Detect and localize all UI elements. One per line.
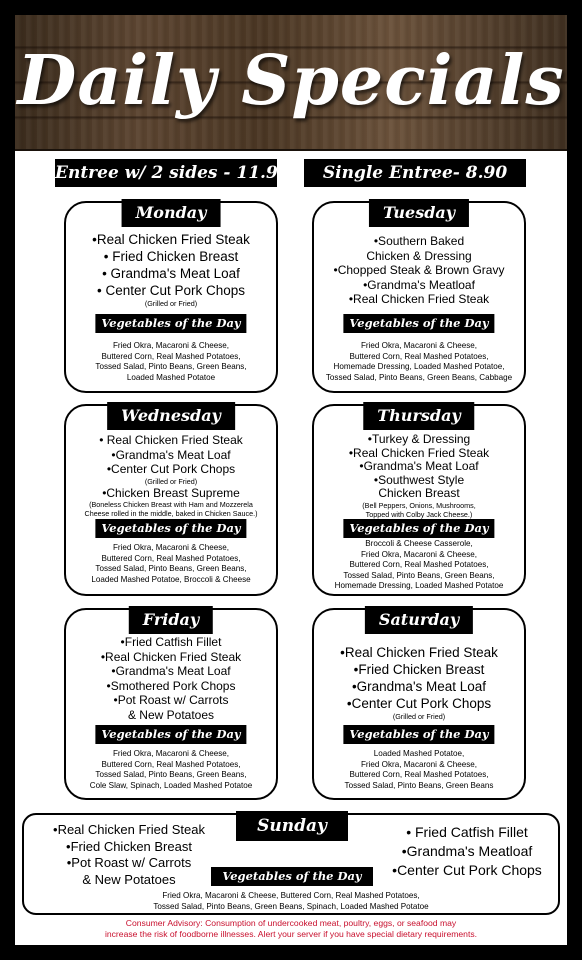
day-box-sunday	[22, 813, 560, 915]
menu-item: • Grandma's Meat Loaf	[102, 266, 240, 281]
veg-line: Tossed Salad, Pinto Beans, Green Beans,	[95, 362, 247, 371]
wood-banner	[15, 15, 567, 151]
veg-line: Fried Okra, Macaroni & Cheese,	[360, 341, 478, 350]
menu-item: •Fried Catfish Fillet	[120, 635, 222, 649]
day-label-sunday: Sunday	[236, 811, 348, 841]
veg-label-wednesday: Vegetables of the Day	[95, 519, 246, 538]
menu-item: Chicken & Dressing	[366, 248, 472, 263]
veg-line: Tossed Salad, Pinto Beans, Green Beans, Cabbage	[325, 372, 513, 382]
menu-item: •Grandma's Meatloaf	[401, 843, 533, 859]
day-box-tuesday	[312, 201, 526, 393]
veg-line: Tossed Salad, Pinto Beans, Green Beans,	[343, 570, 495, 580]
veg-line: Fried Okra, Macaroni & Cheese,	[360, 759, 478, 769]
veg-line: Buttered Corn, Real Mashed Potatoes,	[349, 560, 489, 569]
menu-item-note: (Grilled or Fried)	[392, 712, 446, 721]
menu-item: • Center Cut Pork Chops	[96, 283, 246, 298]
advisory-line: Consumer Advisory: Consumption of undercooked meat, poultry, eggs, or seafood may	[125, 918, 457, 928]
menu-item: •Real Chicken Fried Steak	[340, 645, 498, 660]
price-entree-two-sides: Entree w/ 2 sides - 11.95	[55, 159, 277, 187]
day-label-thursday: Thursday	[363, 402, 474, 430]
advisory-line: increase the risk of foodborne illnesses. Alert your server if you have special dietary requirements.	[104, 929, 478, 939]
veg-line: Buttered Corn, Real Mashed Potatoes,	[101, 759, 241, 769]
veg-label-sunday: Vegetables of the Day	[211, 867, 373, 886]
menu-item-note: (Boneless Chicken Breast with Ham and Mozzerela	[89, 500, 253, 509]
page-title: Daily Specials	[17, 41, 565, 121]
day-label-saturday: Saturday	[365, 606, 473, 634]
veg-line: Fried Okra, Macaroni & Cheese,	[112, 749, 230, 758]
veg-line: Tossed Salad, Pinto Beans, Green Beans, Spinach, Loaded Mashed Potatoe	[153, 901, 429, 911]
menu-item: •Southern Baked	[373, 234, 465, 248]
menu-item: •Pot Roast w/ Carrots	[113, 693, 229, 707]
consumer-advisory	[20, 918, 562, 940]
menu-item-note: Cheese rolled in the middle, baked in Chicken Sauce.)	[84, 509, 258, 518]
menu-item: •Center Cut Pork Chops	[106, 462, 236, 476]
menu-item: •Grandma's Meat Loaf	[359, 459, 479, 473]
veg-label-saturday: Vegetables of the Day	[343, 725, 494, 744]
menu-item: •Grandma's Meat Loaf	[351, 679, 487, 694]
veg-line: Buttered Corn, Real Mashed Potatoes,	[349, 351, 489, 361]
veg-line: Loaded Mashed Potatoe	[126, 372, 216, 382]
menu-item: •Real Chicken Fried Steak	[53, 822, 205, 837]
menu-item-note: (Bell Peppers, Onions, Mushrooms,	[362, 500, 476, 510]
menu-item: •Real Chicken Fried Steak	[348, 445, 490, 460]
day-box-thursday	[312, 404, 526, 596]
veg-line: Tossed Salad, Pinto Beans, Green Beans	[344, 780, 494, 790]
veg-label-tuesday: Vegetables of the Day	[343, 314, 494, 333]
menu-item: •Grandma's Meat Loaf	[111, 447, 231, 462]
menu-item: •Smothered Pork Chops	[106, 678, 236, 693]
menu-item: •Grandma's Meat Loaf	[111, 664, 231, 678]
veg-line: Buttered Corn, Real Mashed Potatoes,	[101, 351, 241, 361]
veg-line: Homemade Dressing, Loaded Mashed Potatoe,	[333, 362, 505, 371]
veg-line: Buttered Corn, Real Mashed Potatoes,	[101, 553, 241, 563]
veg-label-thursday: Vegetables of the Day	[343, 519, 494, 538]
menu-item-note: Topped with Colby Jack Cheese.)	[365, 509, 473, 519]
menu-item: •Southwest Style	[373, 472, 465, 487]
menu-item: Chicken Breast	[378, 486, 460, 500]
menu-item: •Real Chicken Fried Steak	[92, 232, 250, 247]
veg-line: Loaded Mashed Potatoe,	[373, 749, 465, 758]
veg-line: Fried Okra, Macaroni & Cheese,	[112, 341, 230, 350]
veg-line: Loaded Mashed Potatoe, Broccoli & Cheese	[91, 574, 251, 584]
menu-item: • Fried Catfish Fillet	[406, 824, 528, 840]
menu-item-note: (Grilled or Fried)	[144, 299, 198, 308]
veg-line: Buttered Corn, Real Mashed Potatoes,	[349, 770, 489, 779]
menu-item: • Fried Chicken Breast	[103, 249, 239, 264]
day-box-friday	[64, 608, 278, 800]
menu-item: •Real Chicken Fried Steak	[100, 649, 242, 664]
menu-item: • Real Chicken Fried Steak	[99, 433, 243, 447]
day-box-monday	[64, 201, 278, 393]
menu-item: •Chicken Breast Supreme	[102, 485, 240, 500]
veg-line: Tossed Salad, Pinto Beans, Green Beans,	[95, 770, 247, 779]
veg-line: Fried Okra, Macaroni & Cheese,	[360, 549, 478, 559]
day-label-friday: Friday	[129, 606, 213, 634]
day-box-saturday	[312, 608, 526, 800]
menu-item: •Fried Chicken Breast	[353, 662, 485, 677]
menu-item: & New Potatoes	[82, 871, 176, 887]
menu-item: •Grandma's Meatloaf	[363, 277, 475, 292]
veg-line: Cole Slaw, Spinach, Loaded Mashed Potatoe	[89, 780, 253, 790]
menu-item: •Fried Chicken Breast	[66, 838, 192, 854]
menu-item: •Real Chicken Fried Steak	[348, 292, 490, 306]
price-single-entree: Single Entree- 8.90	[304, 159, 526, 187]
veg-label-friday: Vegetables of the Day	[95, 725, 246, 744]
day-label-wednesday: Wednesday	[107, 402, 235, 430]
menu-item-note: (Grilled or Fried)	[144, 476, 198, 486]
veg-line: Tossed Salad, Pinto Beans, Green Beans,	[95, 564, 247, 573]
day-box-wednesday	[64, 404, 278, 596]
veg-line: Homemade Dressing, Loaded Mashed Potatoe	[334, 581, 504, 590]
veg-label-monday: Vegetables of the Day	[95, 314, 246, 333]
veg-line: Broccoli & Cheese Casserole,	[365, 539, 473, 548]
menu-item: & New Potatoes	[127, 707, 215, 722]
menu-item: •Chopped Steak & Brown Gravy	[333, 263, 505, 277]
day-label-monday: Monday	[122, 199, 221, 227]
veg-line: Fried Okra, Macaroni & Cheese, Buttered Corn, Real Mashed Potatoes,	[162, 891, 420, 900]
menu-item: •Center Cut Pork Chops	[346, 696, 492, 711]
menu-item: •Center Cut Pork Chops	[392, 862, 542, 878]
veg-line: Fried Okra, Macaroni & Cheese,	[112, 543, 230, 552]
menu-item: •Pot Roast w/ Carrots	[66, 855, 192, 870]
day-label-tuesday: Tuesday	[369, 199, 469, 227]
menu-item: •Turkey & Dressing	[367, 432, 471, 446]
